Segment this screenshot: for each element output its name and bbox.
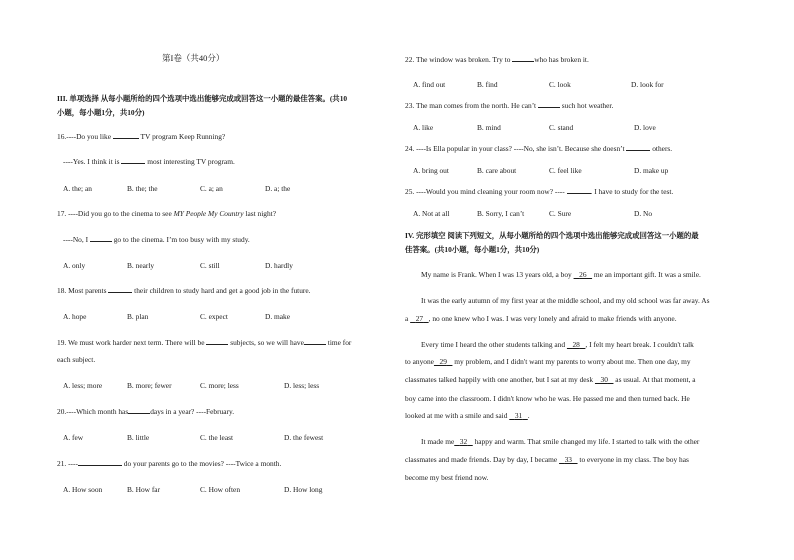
q21-option-c[interactable]: C. How often [200,485,241,494]
q18-blank [108,292,132,293]
section-title: 第I卷（共40分） [162,53,225,63]
passage-text: my problem, and I didn't want my parents to worry about me. Then one day, my [452,357,691,366]
q17-text-d: go to the cinema. I’m too busy with my study. [111,235,250,244]
q24-line1 [405,144,672,154]
q23-blank [538,107,560,108]
q24-option-a[interactable]: A. bring out [413,166,449,175]
blank-26: 26 [579,270,587,279]
passage-line3 [405,314,677,324]
q18-option-b[interactable]: B. plan [127,312,149,321]
blank-33: 33 [564,455,572,464]
blank-29: 29 [439,357,447,366]
passage-text: , I felt my heart break. I couldn't talk [585,340,694,349]
q16-option-a[interactable]: A. the; an [63,184,92,193]
passage-text: me an important gift. It was a smile. [592,270,701,279]
q20-text-b: days in a year? ----February. [150,407,235,416]
passage-text: It made me [421,437,455,446]
q19-text-a: 19. We must work harder next term. There will be [57,338,207,347]
q25-option-c[interactable]: C. Sure [549,209,572,218]
passage-line9 [421,437,699,447]
q19-option-b[interactable]: B. more; fewer [127,381,172,390]
q21-text-a: 21. ---- [57,459,78,468]
q23-option-d[interactable]: D. love [634,123,656,132]
q16-line1 [57,132,225,142]
passage-text: as usual. At that moment, a [613,375,696,384]
passage-line1 [421,270,701,280]
part3-heading-line2: 小题，每小题1分，共10分) [57,108,145,117]
q20-option-a[interactable]: A. few [63,433,84,442]
q22-text-b: who has broken it. [534,55,589,64]
q22-option-b[interactable]: B. find [477,80,498,89]
q20-option-d[interactable]: D. the fewest [284,433,324,442]
passage-line2: It was the early autumn of my first year at the middle school, and my old school was far away. As [421,296,710,305]
q23-option-b[interactable]: B. mind [477,123,501,132]
q17-text-a: 17. ----Did you go to the cinema to see [57,209,174,218]
q22-option-c[interactable]: C. look [549,80,571,89]
passage-text: looked at me with a smile and said [405,411,510,420]
part4-heading-line2: 佳答案。(共10小题，每小题1分，共10分) [405,245,540,254]
passage-text: My name is Frank. When I was 13 years old, a boy [421,270,574,279]
q18-text-a: 18. Most parents [57,286,109,295]
q24-option-c[interactable]: C. feel like [549,166,582,175]
q19-line2: each subject. [57,355,96,364]
blank-30: 30 [600,375,608,384]
passage-text: . [527,411,530,420]
q17-option-a[interactable]: A. only [63,261,86,270]
q18-option-c[interactable]: C. expect [200,312,228,321]
q23-option-c[interactable]: C. stand [549,123,574,132]
q25-text-b: . I have to study for the test. [590,187,674,196]
q17-blank [90,241,112,242]
blank-27: 27 [415,314,424,323]
q20-option-c[interactable]: C. the least [200,433,234,442]
q16-blank1 [113,138,139,139]
passage-line6 [405,375,696,385]
q21-blank [78,465,122,466]
q23-text-b: such hot weather. [559,101,614,110]
q24-option-b[interactable]: B. care about [477,166,517,175]
q16-option-c[interactable]: C. a; an [200,184,223,193]
q16-line2 [63,157,235,167]
q21-text-b: do your parents go to the movies? ----Twice a month. [121,459,282,468]
part4-heading-line1: IV. 完形填空 阅读下列短文，从每小题所给的四个选项中选出能够完成或回答这一小题的最 [405,231,699,240]
q17-option-c[interactable]: C. still [200,261,220,270]
q21-option-a[interactable]: A. How soon [63,485,103,494]
q24-text-a: 24. ----Is Ella popular in your class? ----No, she isn’t. Because she doesn’t [405,144,627,153]
q17-option-b[interactable]: B. nearly [127,261,155,270]
passage-line8 [405,411,530,421]
q16-option-d[interactable]: D. a; the [265,184,291,193]
q24-option-d[interactable]: D. make up [634,166,669,175]
q23-line1 [405,101,613,111]
passage-line7: boy came into the classroom. I didn't know who he was. He passed me and then turned back. He [405,394,690,403]
q19-blank2 [304,344,326,345]
q17-line1 [57,209,276,219]
q18-option-a[interactable]: A. hope [63,312,87,321]
q19-blank1 [206,344,228,345]
passage-text: to anyone [405,357,434,366]
passage-line10 [405,455,689,465]
q16-text-b: TV program Keep Running? [138,132,226,141]
q18-option-d[interactable]: D. make [265,312,291,321]
q21-line1 [57,459,281,469]
q17-text-c: ----No, I [63,235,90,244]
passage-line4 [421,340,694,350]
passage-text: , no one knew who I was. I was very lonely and afraid to make friends with anyone. [428,314,677,323]
q19-option-d[interactable]: D. less; less [284,381,320,390]
q19-option-a[interactable]: A. less; more [63,381,103,390]
passage-text: to everyone in my class. The boy has [577,455,689,464]
q23-text-a: 23. The man comes from the north. He can’t [405,101,538,110]
q16-text-a: 16.----Do you like [57,132,113,141]
q25-option-b[interactable]: B. Sorry, I can’t [477,209,525,218]
blank-28: 28 [572,340,580,349]
q17-line2 [63,235,250,245]
q19-option-c[interactable]: C. more; less [200,381,239,390]
q23-option-a[interactable]: A. like [413,123,434,132]
q19-text-c: time for [325,338,352,347]
passage-text: classmates and made friends. Day by day, I became [405,455,560,464]
part3-heading-line1: III. 单项选择 从每小题所给的四个选项中选出能够完成或回答这一小题的最佳答案。(共10 [57,94,348,103]
q16-text-d: most interesting TV program. [145,157,235,166]
q25-line1 [405,187,673,197]
q16-text-c: ----Yes. I think it is [63,157,122,166]
blank-31: 31 [514,411,523,420]
q22-option-d[interactable]: D. look for [631,80,664,89]
q25-text-a: 25. ----Would you mind cleaning your room now? ---- [405,187,567,196]
q22-blank [512,61,534,62]
blank-32: 32 [459,437,468,446]
q16-blank2 [121,163,145,164]
q19-line1 [57,338,351,348]
q18-line1 [57,286,310,296]
q17-option-d[interactable]: D. hardly [265,261,293,270]
passage-text: a [405,314,411,323]
q22-option-a[interactable]: A. find out [413,80,446,89]
q21-option-d[interactable]: D. How long [284,485,323,494]
q20-option-b[interactable]: B. little [127,433,150,442]
q25-option-a[interactable]: A. Not at all [413,209,450,218]
q20-line1 [57,407,234,417]
passage-text: Every time I heard the other students talking and [421,340,567,349]
q17-film-title: MY People My Country [173,209,244,218]
q18-text-b: their children to study hard and get a good job in the future. [132,286,311,295]
q21-option-b[interactable]: B. How far [127,485,161,494]
q20-text-a: 20.----Which month has [57,407,129,416]
passage-line5 [405,357,691,367]
q17-text-b: last night? [243,209,277,218]
q20-blank [128,413,150,414]
passage-text: classmates talked happily with one another, but I sat at my desk [405,375,595,384]
q25-blank [567,193,591,194]
q24-blank [626,150,650,151]
q19-text-b: subjects, so we will have [228,338,304,347]
q16-option-b[interactable]: B. the; the [127,184,158,193]
q22-line1 [405,55,589,65]
q25-option-d[interactable]: D. No [634,209,653,218]
passage-text: happy and warm. That smile changed my life. I started to talk with the other [472,437,700,446]
q22-text-a: 22. The window was broken. Try to [405,55,513,64]
q24-text-b: others. [650,144,673,153]
passage-line11: become my best friend now. [405,473,489,482]
